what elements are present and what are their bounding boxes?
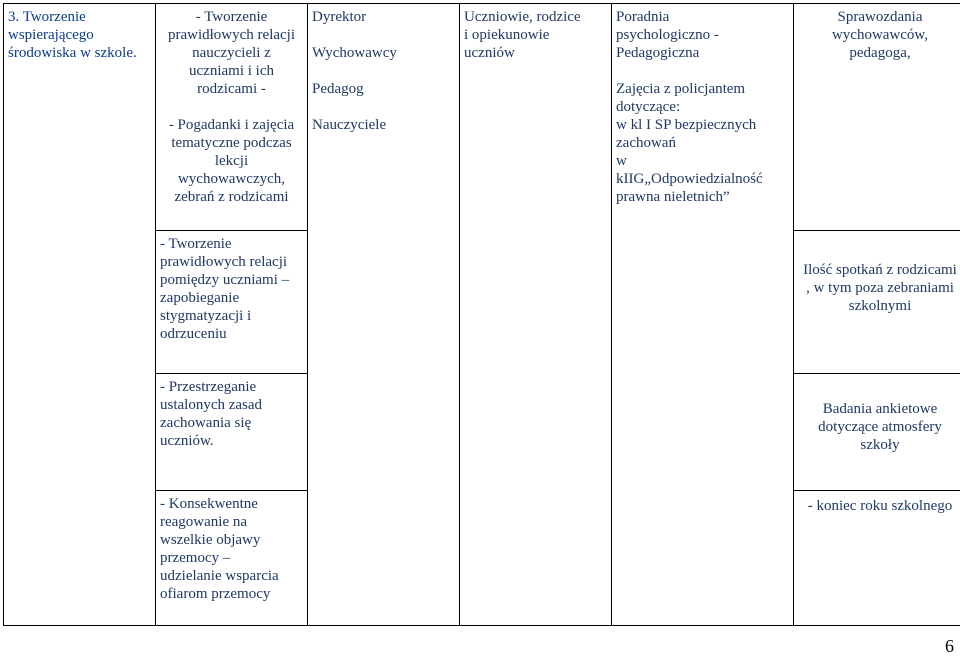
cell-text-line: wychowawczych, xyxy=(177,171,286,187)
partners-cell xyxy=(612,4,794,626)
cell-text-line: Pedagog xyxy=(312,81,364,97)
cell-text-line: uczniów. xyxy=(160,433,214,449)
cell-text-line: dotyczące atmosfery xyxy=(818,419,942,435)
cell-text-line: reagowanie na xyxy=(160,514,248,530)
cell-text-line: pedagoga, xyxy=(849,45,911,61)
cell-text-line: lekcji xyxy=(214,153,249,169)
cell-text-line: udzielanie wsparcia xyxy=(160,568,279,584)
cell-text-line: i opiekunowie xyxy=(464,27,550,43)
cell-text-line: nauczycieli z xyxy=(192,45,271,61)
line-gap xyxy=(312,62,455,80)
task-cell xyxy=(156,374,308,491)
cell-text-line: Uczniowie, rodzice xyxy=(464,9,581,25)
line-gap xyxy=(616,62,789,80)
cell-text-line: 3. Tworzenie xyxy=(8,9,86,25)
cell-text-line: prawidłowych relacji xyxy=(167,27,296,43)
cell-text-line: odrzuceniu xyxy=(160,326,227,342)
cell-text-line: Nauczyciele xyxy=(312,117,387,133)
cell-text-line: - Tworzenie xyxy=(160,236,232,252)
cell-text-line: ustalonych zasad xyxy=(160,397,263,413)
participants-cell xyxy=(460,4,612,626)
cell-text-line: psychologiczno - xyxy=(616,27,719,43)
cell-text-line: - Przestrzeganie xyxy=(160,379,257,395)
cell-text-line: kIIG„Odpowiedzialność xyxy=(616,171,763,187)
cell-text-line: prawidłowych relacji xyxy=(160,254,288,270)
responsible-cell xyxy=(308,4,460,626)
table-row xyxy=(4,4,960,231)
cell-text-line: Dyrektor xyxy=(312,9,367,25)
line-gap xyxy=(312,26,455,44)
cell-text-line: zebrań z rodzicami xyxy=(174,189,289,205)
cell-text-line: szkoły xyxy=(860,437,900,453)
line-gap xyxy=(160,98,303,116)
cell-text-line: - Konsekwentne xyxy=(160,496,258,512)
cell-text-line: Wychowawcy xyxy=(312,45,397,61)
cell-text-line: Zajęcia z policjantem xyxy=(616,81,746,97)
goal-cell xyxy=(4,4,156,626)
cell-text-line: rodzicami - xyxy=(197,81,266,97)
cell-text-line: przemocy – xyxy=(160,550,231,566)
task-cell xyxy=(156,231,308,374)
cell-text-line: ofiarom przemocy xyxy=(160,586,271,602)
cell-text-line: wspierającego xyxy=(8,27,94,43)
cell-text-line: środowiska w szkole. xyxy=(8,45,137,61)
cell-text-line: Ilość spotkań z rodzicami xyxy=(803,262,957,278)
page-number: 6 xyxy=(945,636,954,656)
task-cell xyxy=(156,491,308,626)
evaluation-cell xyxy=(794,374,960,491)
cell-text-line: zachowań xyxy=(616,135,676,151)
task-cell xyxy=(156,4,308,231)
line-gap xyxy=(312,98,455,116)
cell-text-line: wychowawców, xyxy=(831,27,929,43)
cell-text-line: uczniów xyxy=(464,45,515,61)
cell-text-line: Badania ankietowe xyxy=(822,401,938,417)
cell-text-line: zapobieganie xyxy=(160,290,240,306)
evaluation-cell xyxy=(794,491,960,626)
cell-text-line: Sprawozdania xyxy=(837,9,923,25)
cell-text-line: szkolnymi xyxy=(848,298,912,314)
evaluation-cell xyxy=(794,231,960,374)
cell-text-line: w xyxy=(616,153,627,169)
cell-text-line: w kl I SP bezpiecznych xyxy=(616,117,757,133)
cell-text-line: Pedagogiczna xyxy=(616,45,700,61)
cell-text-line: - koniec roku szkolnego xyxy=(807,498,953,514)
cell-text-line: wszelkie objawy xyxy=(160,532,261,548)
cell-text-line: prawna nieletnich” xyxy=(616,189,730,205)
cell-text-line: - Tworzenie xyxy=(195,9,268,25)
cell-text-line: - Pogadanki i zajęcia xyxy=(168,117,295,133)
cell-text-line: uczniami i ich xyxy=(189,63,274,79)
evaluation-cell xyxy=(794,4,960,231)
cell-text-line: tematyczne podczas xyxy=(171,135,292,151)
cell-text-line: zachowania się xyxy=(160,415,252,431)
cell-text-line: pomiędzy uczniami – xyxy=(160,272,290,288)
cell-text-line: , w tym poza zebraniami xyxy=(806,280,954,296)
cell-text-line: Poradnia xyxy=(616,9,670,25)
cell-text-line: stygmatyzacji i xyxy=(160,308,252,324)
plan-table xyxy=(3,3,960,626)
cell-text-line: dotyczące: xyxy=(616,99,681,115)
